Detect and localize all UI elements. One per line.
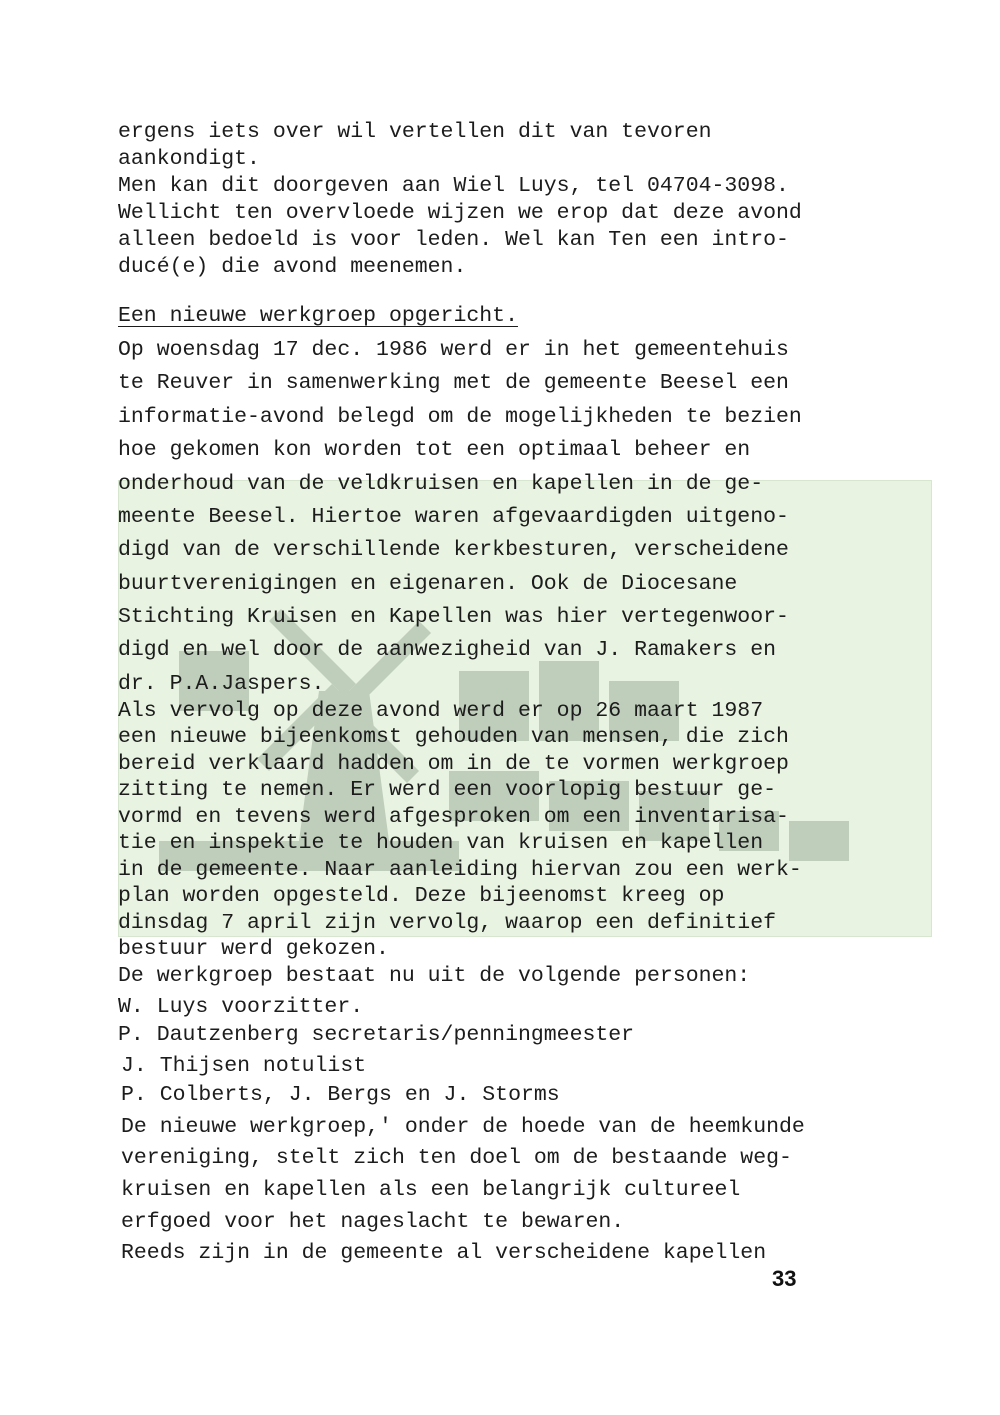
text-line: digd en wel door de aanwezigheid van J. Ramakers en [118, 638, 777, 662]
text-line: buurtverenigingen en eigenaren. Ook de Diocesane [118, 572, 738, 596]
text-line: hoe gekomen kon worden tot een optimaal beheer en [118, 438, 751, 462]
text-line: bestuur werd gekozen. [118, 937, 389, 961]
text-line: tie en inspektie te houden van kruisen en kapellen [118, 831, 764, 855]
text-line: zitting te nemen. Er werd een voorlopig bestuur ge- [118, 778, 777, 802]
text-line: aankondigt. [118, 147, 260, 171]
page-number: 33 [772, 1266, 797, 1291]
text-line: J. Thijsen notulist [121, 1054, 367, 1078]
text-line: in de gemeente. Naar aanleiding hiervan zou een werk- [118, 858, 802, 882]
text-line: De werkgroep bestaat nu uit de volgende personen: [118, 964, 751, 988]
text-line: Als vervolg op deze avond werd er op 26 maart 1987 [118, 699, 764, 723]
text-line: Op woensdag 17 dec. 1986 werd er in het gemeentehuis [118, 338, 789, 362]
text-line: kruisen en kapellen als een belangrijk cultureel [121, 1178, 741, 1202]
text-line: vereniging, stelt zich ten doel om de bestaande weg- [121, 1146, 792, 1170]
text-line: Wellicht ten overvloede wijzen we erop dat deze avond [118, 201, 802, 225]
text-line: alleen bedoeld is voor leden. Wel kan Ten een intro- [118, 228, 789, 252]
text-line: onderhoud van de veldkruisen en kapellen in de ge- [118, 472, 764, 496]
text-line: De nieuwe werkgroep,' onder de hoede van de heemkunde [121, 1115, 805, 1139]
text-line: meente Beesel. Hiertoe waren afgevaardigden uitgeno- [118, 505, 789, 529]
text-line: erfgoed voor het nageslacht te bewaren. [121, 1210, 625, 1234]
text-line: plan worden opgesteld. Deze bijeenomst kreeg op [118, 884, 725, 908]
text-line: te Reuver in samenwerking met de gemeente Beesel een [118, 371, 789, 395]
text-line: Men kan dit doorgeven aan Wiel Luys, tel 04704-3098. [118, 174, 789, 198]
text-line: bereid verklaard hadden om in de te vormen werkgroep [118, 752, 789, 776]
section-heading: Een nieuwe werkgroep opgericht. [118, 304, 518, 328]
text-line: vormd en tevens werd afgesproken om een inventarisa- [118, 805, 789, 829]
text-line: P. Dautzenberg secretaris/penningmeester [118, 1023, 635, 1047]
text-line: P. Colberts, J. Bergs en J. Storms [121, 1083, 560, 1107]
text-line: digd van de verschillende kerkbesturen, verscheidene [118, 538, 789, 562]
text-line: een nieuwe bijeenkomst gehouden van mensen, die zich [118, 725, 789, 749]
text-line: W. Luys voorzitter. [118, 995, 364, 1019]
text-line: Stichting Kruisen en Kapellen was hier vertegenwoor- [118, 605, 789, 629]
text-line: informatie-avond belegd om de mogelijkheden te bezien [118, 405, 802, 429]
text-line: Reeds zijn in de gemeente al verscheidene kapellen [121, 1241, 767, 1265]
text-line: ergens iets over wil vertellen dit van tevoren [118, 120, 712, 144]
text-line: ducé(e) die avond meenemen. [118, 255, 467, 279]
text-line: dr. P.A.Jaspers. [118, 672, 325, 696]
text-line: dinsdag 7 april zijn vervolg, waarop een definitief [118, 911, 777, 935]
